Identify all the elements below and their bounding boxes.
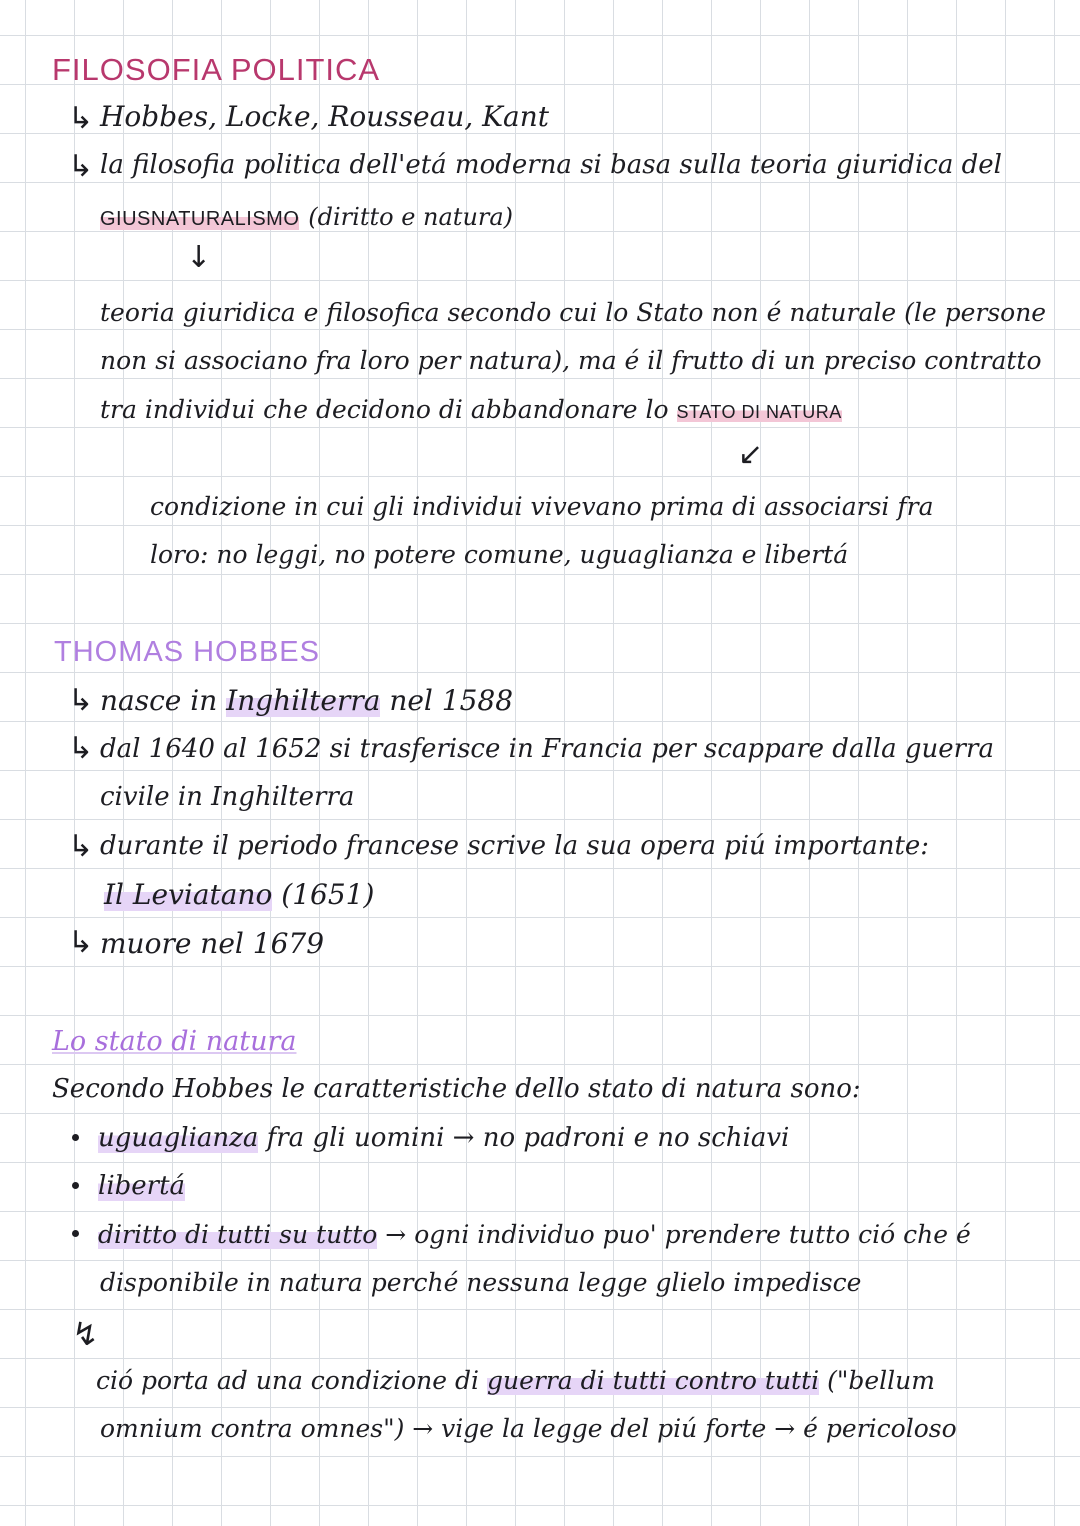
equality-item xyxy=(98,1125,789,1151)
bullet-dot-icon xyxy=(72,1230,79,1237)
hooked-arrow-icon: ↳ xyxy=(68,683,94,718)
characteristics-intro: Secondo Hobbes le caratteristiche dello stato di natura sono: xyxy=(52,1074,861,1104)
arrow-down-left-icon: ↙ xyxy=(738,437,764,472)
definition-line-2: non si associano fra loro per natura), ma é il frutto di un preciso contratto xyxy=(100,346,1042,375)
war-line-1 xyxy=(96,1368,935,1393)
giusnaturalismo-term: GIUSNATURALISMO xyxy=(100,208,300,230)
hobbes-death-line: muore nel 1679 xyxy=(100,927,325,960)
liberty-item xyxy=(98,1173,185,1199)
modern-philosophy-line: la filosofia politica dell'etá moderna si basa sulla teoria giuridica del xyxy=(100,150,1002,180)
bellum-text: ("bellum xyxy=(827,1366,935,1395)
definition-line-3 xyxy=(100,397,842,422)
guerra-highlight: guerra di tutti contro tutti xyxy=(486,1366,820,1395)
inghilterra-highlight: Inghilterra xyxy=(226,684,381,717)
hobbes-france-line-2: civile in Inghilterra xyxy=(100,782,355,812)
hooked-arrow-icon: ↳ xyxy=(68,149,94,184)
philosophers-list: Hobbes, Locke, Rousseau, Kant xyxy=(100,100,550,133)
section-title-thomas-hobbes: THOMAS HOBBES xyxy=(54,636,320,668)
stato-di-natura-term: STATO DI NATURA xyxy=(676,402,842,422)
hooked-arrow-icon: ↳ xyxy=(68,925,94,960)
war-line-2: omnium contra omnes") → vige la legge del piú forte → é pericoloso xyxy=(100,1414,957,1443)
bullet-dot-icon xyxy=(72,1182,79,1189)
hobbes-france-line-1: dal 1640 al 1652 si trasferisce in Francia per scappare dalla guerra xyxy=(100,734,994,764)
right-to-all-item xyxy=(98,1222,971,1247)
hobbes-work-line: durante il periodo francese scrive la sua opera piú importante: xyxy=(100,831,930,861)
hobbes-birth-line xyxy=(100,684,514,717)
hobbes-birth-text: nasce in xyxy=(100,684,218,717)
definition-line-3-text: tra individui che decidono di abbandonare lo xyxy=(100,395,669,424)
arrow-down-icon: ↓ xyxy=(186,240,212,275)
leviatano-highlight: Il Leviatano xyxy=(104,878,273,911)
leviatano-year: (1651) xyxy=(281,878,375,911)
hooked-arrow-icon: ↳ xyxy=(68,829,94,864)
state-of-nature-line-1: condizione in cui gli individui vivevano prima di associarsi fra xyxy=(150,492,934,521)
diritto-highlight: diritto di tutti su tutto xyxy=(98,1220,378,1249)
giusnaturalismo-line xyxy=(100,202,513,230)
state-of-nature-line-2: loro: no leggi, no potere comune, uguaglianza e libertá xyxy=(150,540,849,569)
subtitle-stato-di-natura: Lo stato di natura xyxy=(52,1026,297,1057)
equality-detail: fra gli uomini → no padroni e no schiavi xyxy=(266,1123,790,1153)
definition-line-1: teoria giuridica e filosofica secondo cui lo Stato non é naturale (le persone xyxy=(100,298,1047,327)
hooked-arrow-icon: ↳ xyxy=(68,731,94,766)
uguaglianza-highlight: uguaglianza xyxy=(98,1123,259,1153)
bullet-dot-icon xyxy=(72,1134,79,1141)
right-to-all-line-2: disponibile in natura perché nessuna legge glielo impedisce xyxy=(100,1268,862,1297)
hooked-arrow-icon: ↳ xyxy=(68,101,94,136)
section-title-filosofia-politica: FILOSOFIA POLITICA xyxy=(52,52,381,87)
leviatano-line xyxy=(104,878,375,911)
curved-arrow-icon: ↯ xyxy=(72,1315,99,1353)
hobbes-birth-year: nel 1588 xyxy=(389,684,514,717)
liberta-highlight: libertá xyxy=(98,1171,186,1201)
right-to-all-detail: → ogni individuo puo' prendere tutto ció che é xyxy=(385,1220,971,1249)
giusnaturalismo-note: (diritto e natura) xyxy=(308,203,514,231)
war-line-1-text: ció porta ad una condizione di xyxy=(96,1366,480,1395)
